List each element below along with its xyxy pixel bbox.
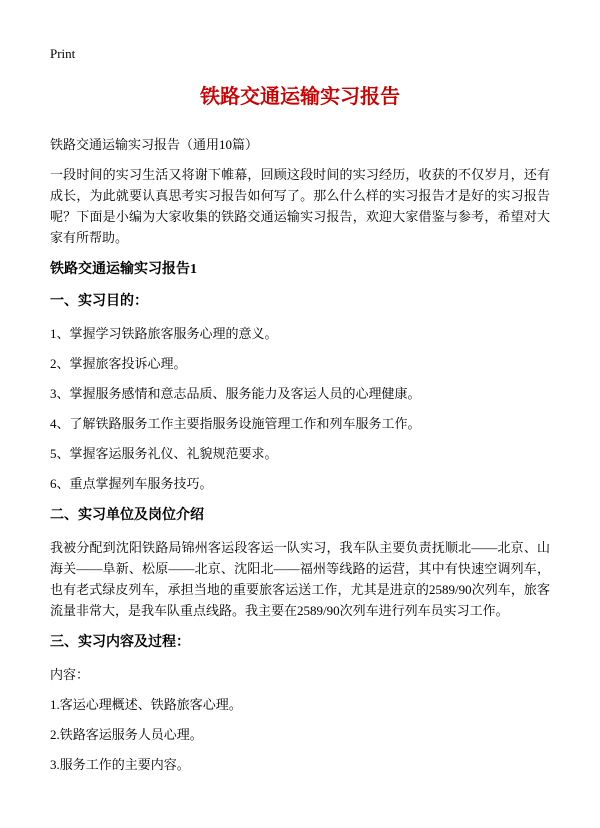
article-subtitle: 铁路交通运输实习报告（通用10篇）: [50, 137, 259, 152]
section-unit-intro: [50, 505, 550, 621]
print-button[interactable]: Print: [50, 46, 76, 61]
section-2-heading: 二、实习单位及岗位介绍: [50, 508, 204, 523]
list-item: 1、掌握学习铁路旅客服务心理的意义。: [50, 326, 278, 341]
list-item: 3、掌握服务感情和意志品质、服务能力及客运人员的心理健康。: [50, 386, 421, 401]
section-content-process: [50, 632, 550, 775]
list-item: 4、了解铁路服务工作主要指服务设施管理工作和列车服务工作。: [50, 416, 421, 431]
report-1-heading: 铁路交通运输实习报告1: [50, 262, 197, 277]
content-label: 内容：: [50, 667, 90, 682]
list-item: 2.铁路客运服务人员心理。: [50, 727, 203, 742]
list-item: 1.客运心理概述、铁路旅客心理。: [50, 697, 242, 712]
list-item: 3.服务工作的主要内容。: [50, 757, 190, 772]
section-1-heading: 一、实习目的：: [50, 294, 148, 309]
list-item: 6、重点掌握列车服务技巧。: [50, 476, 213, 491]
section-purpose: [50, 291, 550, 494]
page-title: 铁路交通运输实习报告: [200, 86, 400, 108]
intro-paragraph: 一段时间的实习生活又将谢下帷幕，回顾这段时间的实习经历，收获的不仅岁月，还有成长，为此就要认真思考实习报告如何写了。那么什么样的实习报告才是好的实习报告呢？下面是小编为大家收集的铁路交通运输实习报告，欢迎大家借鉴与参考，希望对大家有所帮助。: [50, 167, 550, 245]
section-2-paragraph: 我被分配到沈阳铁路局锦州客运段客运一队实习，我车队主要负责抚顺北——北京、山海关——阜新、松原——北京、沈阳北——福州等线路的运营，其中有快速空调列车，也有老式绿皮列车，承担当地的重要旅客运送工作，尤其是进京的2589/90次列车，旅客流量非常大，是我车队重点线路。我主要在2589/90次列车进行列车员实习工作。: [50, 540, 550, 618]
list-item: 2、掌握旅客投诉心理。: [50, 356, 187, 371]
list-item: 5、掌握客运服务礼仪、礼貌规范要求。: [50, 446, 278, 461]
section-3-heading: 三、实习内容及过程：: [50, 635, 190, 650]
